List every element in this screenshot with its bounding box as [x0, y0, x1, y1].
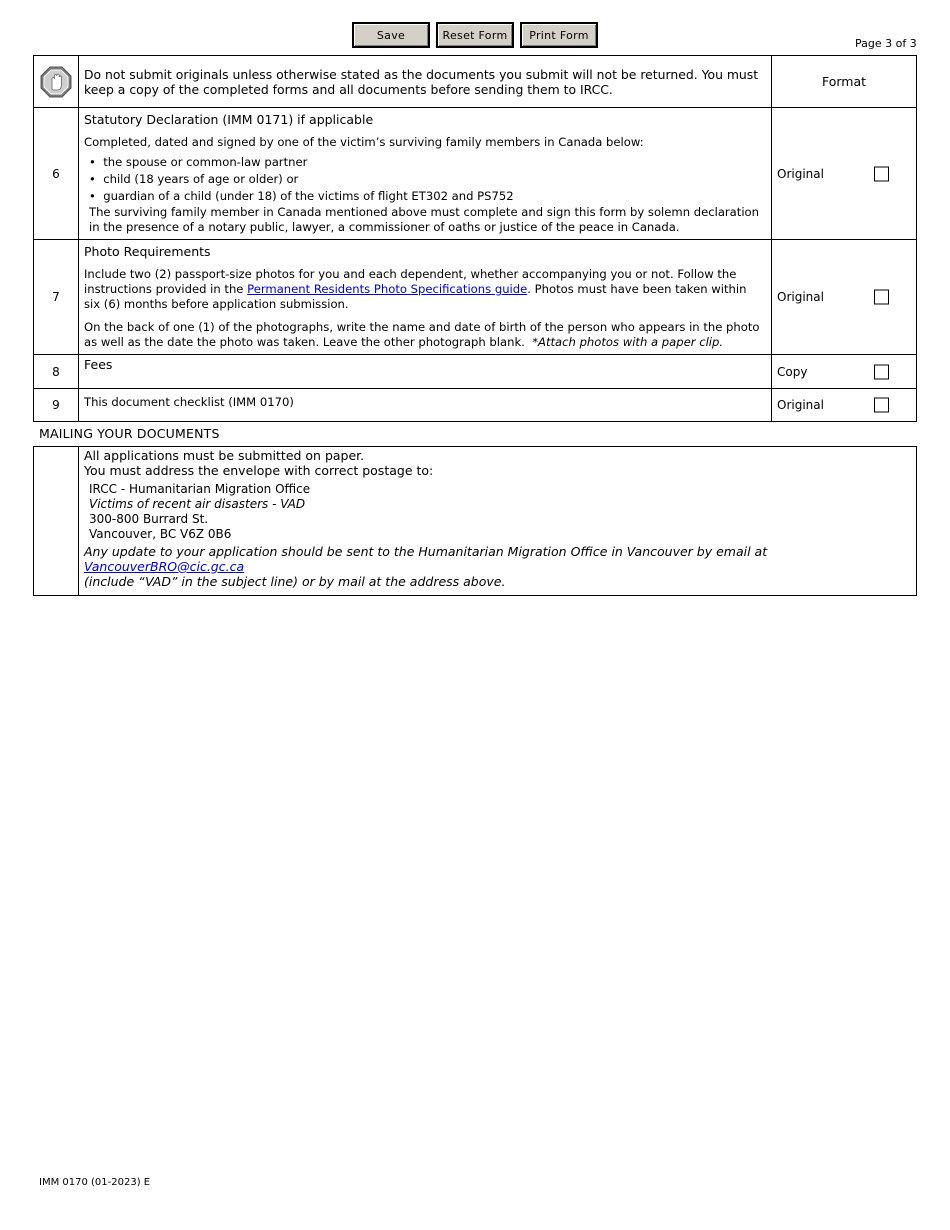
mailing-line-1: All applications must be submitted on paper.: [84, 448, 365, 463]
header-row: [34, 56, 917, 108]
checklist-row-7: [34, 240, 917, 355]
photo-back-instructions: On the back of one (1) of the photographs, write the name and date of birth of the person who appears in the photo as well as the date the photo was taken. Leave the other photograph blank. *Attach photos with a paper clip.: [84, 320, 760, 349]
photo-specifications-link[interactable]: Permanent Residents Photo Specifications guide: [247, 282, 528, 296]
checklist-row-8: [34, 355, 917, 389]
item-title: Statutory Declaration (IMM 0171) if applicable: [84, 112, 374, 127]
format-cell: [772, 108, 917, 240]
mailing-instructions: [79, 447, 917, 596]
stop-hand-icon: [39, 65, 73, 99]
email-link[interactable]: VancouverBRO@cic.gc.ca: [84, 559, 245, 574]
item-number: 9: [34, 389, 79, 422]
form-code-footer: IMM 0170 (01-2023) E: [39, 1177, 151, 1188]
bullet-item: • child (18 years of age or older) or: [89, 172, 299, 186]
print-form-button[interactable]: Print Form: [520, 22, 598, 48]
address-line: Vancouver, BC V6Z 0B6: [89, 527, 232, 541]
format-header: [772, 56, 917, 108]
originals-notice: Do not submit originals unless otherwise stated as the documents you submit will not be returned. You must keep a copy of the completed forms and all documents before sending them to IRCC.: [79, 56, 772, 108]
item-description: [79, 108, 772, 240]
address-line: IRCC - Humanitarian Migration Office: [89, 482, 311, 496]
format-label: Original: [777, 166, 824, 181]
mailing-line-2: You must address the envelope with correct postage to:: [84, 463, 434, 478]
address-line: 300-800 Burrard St.: [89, 512, 209, 526]
format-cell: [772, 355, 917, 389]
item-description: [79, 240, 772, 355]
checklist-row-9: [34, 389, 917, 422]
update-instructions: Any update to your application should be sent to the Humanitarian Migration Office in Vancouver by email at VancouverBRO@cic.gc.ca (include “VAD” in the subject line) or by mail at the address above.: [84, 544, 768, 589]
item-title: Photo Requirements: [84, 244, 211, 259]
stop-icon-cell: [34, 56, 79, 108]
format-label: Copy: [777, 364, 808, 379]
item-description: [79, 389, 772, 422]
item-note: The surviving family member in Canada mentioned above must complete and sign this form by solemn declaration in the presence of a notary public, lawyer, a commissioner of oaths or justice of the peace in Canada.: [89, 205, 759, 234]
item-title: Fees: [84, 357, 113, 372]
item-number: 8: [34, 355, 79, 389]
address-line: Victims of recent air disasters - VAD: [89, 497, 306, 511]
item-8-checkbox[interactable]: [874, 364, 889, 379]
item-intro: Completed, dated and signed by one of the victim’s surviving family members in Canada below:: [84, 135, 644, 149]
format-header-label: Format: [821, 74, 867, 89]
item-title: This document checklist (IMM 0170): [84, 395, 294, 409]
document-checklist-table: [33, 55, 917, 422]
mailing-heading: MAILING YOUR DOCUMENTS: [39, 426, 220, 441]
item-number: 7: [34, 240, 79, 355]
save-button[interactable]: Save: [352, 22, 430, 48]
format-label: Original: [777, 290, 824, 304]
item-9-checkbox[interactable]: [874, 398, 889, 413]
bullet-item: • guardian of a child (under 18) of the victims of flight ET302 and PS752: [89, 189, 514, 203]
mailing-table: [33, 446, 917, 596]
reset-form-button[interactable]: Reset Form: [436, 22, 514, 48]
item-7-checkbox[interactable]: [874, 290, 889, 305]
format-cell: [772, 240, 917, 355]
paper-clip-note: *Attach photos with a paper clip.: [532, 335, 724, 349]
mailing-row: [34, 447, 917, 596]
item-number: 6: [34, 108, 79, 240]
item-description: [79, 355, 772, 389]
page-number: Page 3 of 3: [855, 37, 917, 50]
item-6-checkbox[interactable]: [874, 166, 889, 181]
bullet-item: • the spouse or common-law partner: [89, 155, 308, 169]
mailing-blank-cell: [34, 447, 79, 596]
checklist-row-6: [34, 108, 917, 240]
format-label: Original: [777, 398, 824, 412]
format-cell: [772, 389, 917, 422]
photo-instructions: Include two (2) passport-size photos for you and each dependent, whether accompanying you or not. Follow the instructions provided in the Permanent Residents Photo Specifications guide. Photos must have been taken within six (6) months before application submission.: [84, 267, 747, 311]
mailing-address: [84, 482, 911, 542]
